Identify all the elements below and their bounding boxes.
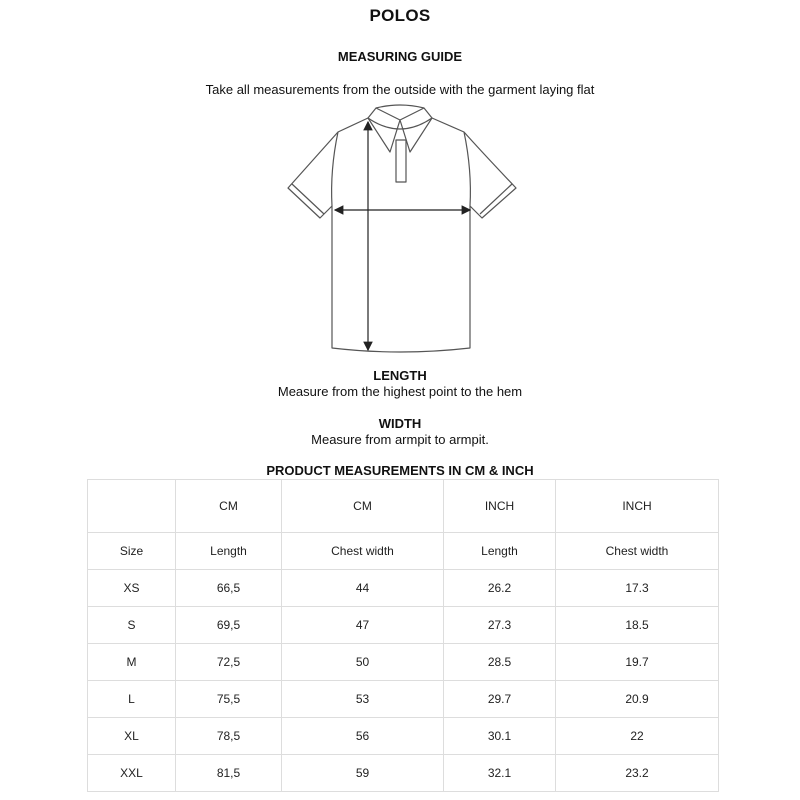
length-description: Measure from the highest point to the hem (277, 384, 523, 399)
table-header-row (88, 533, 719, 570)
table-cell: CM (176, 480, 282, 533)
size-cell: XXL (88, 755, 176, 792)
table-cell: 59 (282, 755, 444, 792)
size-cell: S (88, 607, 176, 644)
table-cell: 81,5 (176, 755, 282, 792)
table-units-row (88, 480, 719, 533)
size-cell: XS (88, 570, 176, 607)
table-row (88, 681, 719, 718)
table-cell: 50 (282, 644, 444, 681)
size-cell: M (88, 644, 176, 681)
table-cell: 53 (282, 681, 444, 718)
table-cell: 72,5 (176, 644, 282, 681)
table-cell: 30.1 (444, 718, 556, 755)
table-cell: CM (282, 480, 444, 533)
table-cell: 18.5 (556, 607, 719, 644)
table-cell: 44 (282, 570, 444, 607)
table-cell: 22 (556, 718, 719, 755)
table-cell: 27.3 (444, 607, 556, 644)
table-cell: 78,5 (176, 718, 282, 755)
table-cell: 69,5 (176, 607, 282, 644)
table-cell: INCH (556, 480, 719, 533)
length-heading: LENGTH (373, 368, 427, 383)
table-cell: INCH (444, 480, 556, 533)
width-description: Measure from armpit to armpit. (311, 432, 489, 447)
table-row (88, 644, 719, 681)
right-armhole-seam (464, 132, 470, 206)
table-cell: 26.2 (444, 570, 556, 607)
table-title: PRODUCT MEASUREMENTS IN CM & INCH (266, 463, 534, 478)
size-table (87, 479, 719, 792)
table-header-cell: Length (444, 533, 556, 570)
collar-left (368, 108, 400, 152)
width-heading: WIDTH (378, 416, 422, 431)
table-cell: 66,5 (176, 570, 282, 607)
measuring-instruction: Take all measurements from the outside with the garment laying flat (205, 82, 595, 97)
polo-shirt-diagram-icon (280, 100, 520, 360)
size-cell: XL (88, 718, 176, 755)
table-cell (88, 480, 176, 533)
table-cell: 17.3 (556, 570, 719, 607)
shirt-placket (396, 140, 406, 182)
table-row (88, 607, 719, 644)
width-explanation (0, 416, 800, 448)
table-cell: 47 (282, 607, 444, 644)
table-cell: 32.1 (444, 755, 556, 792)
left-armhole-seam (332, 132, 338, 206)
shirt-body-outline (288, 118, 516, 352)
table-header-cell: Size (88, 533, 176, 570)
right-sleeve-cuff (480, 184, 512, 214)
table-cell: 29.7 (444, 681, 556, 718)
page-title: POLOS (369, 6, 431, 25)
table-cell: 20.9 (556, 681, 719, 718)
table-cell: 19.7 (556, 644, 719, 681)
table-cell: 75,5 (176, 681, 282, 718)
table-row (88, 755, 719, 792)
table-row (88, 718, 719, 755)
collar-back (376, 105, 424, 108)
size-cell: L (88, 681, 176, 718)
collar-right (400, 108, 432, 152)
table-cell: 56 (282, 718, 444, 755)
left-sleeve-cuff (292, 184, 324, 214)
table-header-cell: Chest width (556, 533, 719, 570)
table-cell: 28.5 (444, 644, 556, 681)
page-subtitle: MEASURING GUIDE (337, 49, 463, 64)
table-header-cell: Length (176, 533, 282, 570)
table-header-cell: Chest width (282, 533, 444, 570)
length-explanation (0, 368, 800, 400)
table-row (88, 570, 719, 607)
table-cell: 23.2 (556, 755, 719, 792)
